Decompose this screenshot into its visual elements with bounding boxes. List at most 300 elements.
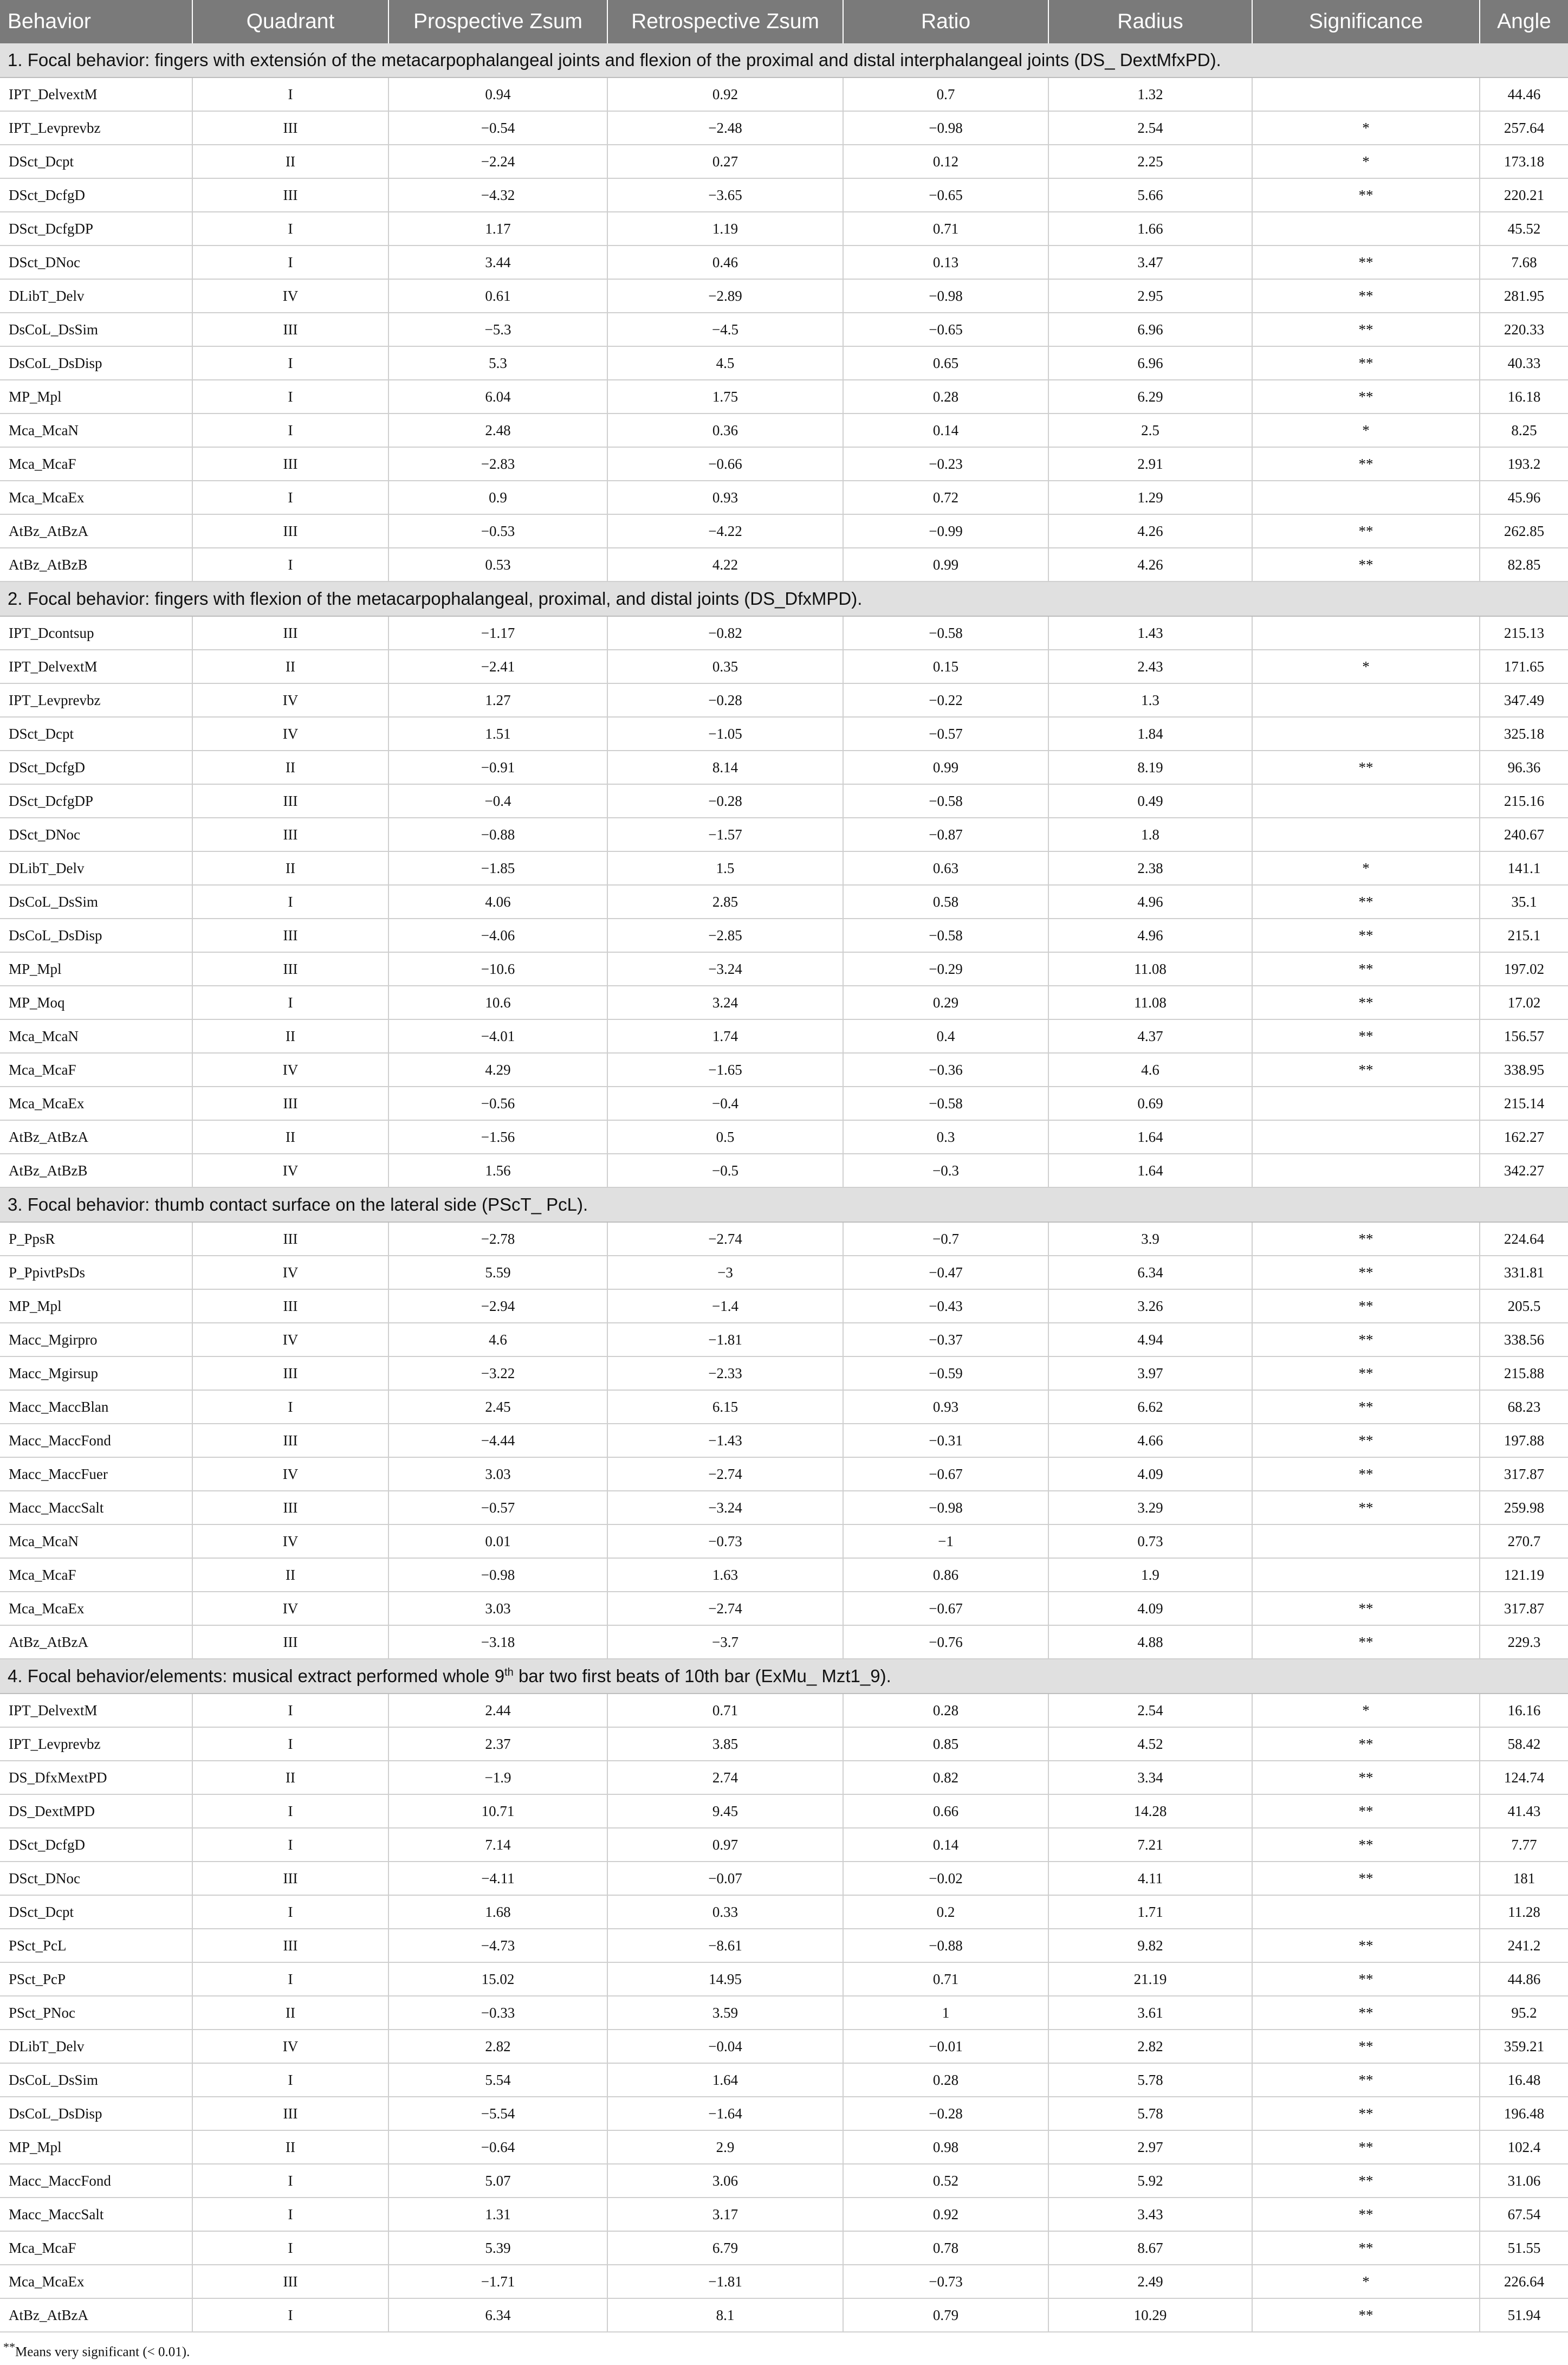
cell-radius: 1.29 bbox=[1048, 481, 1252, 514]
cell-prospective-zsum: −2.78 bbox=[388, 1222, 607, 1256]
cell-retrospective-zsum: 0.46 bbox=[607, 245, 843, 279]
table-row bbox=[0, 851, 1568, 885]
table-row bbox=[0, 111, 1568, 145]
cell-prospective-zsum: −4.11 bbox=[388, 1862, 607, 1895]
cell-behavior: DLibT_Delv bbox=[0, 2030, 192, 2063]
cell-significance bbox=[1252, 1895, 1480, 1929]
header-ratio: Ratio bbox=[843, 0, 1048, 43]
cell-significance bbox=[1252, 683, 1480, 717]
cell-behavior: AtBz_AtBzB bbox=[0, 1154, 192, 1187]
table-row bbox=[0, 1491, 1568, 1524]
cell-behavior: IPT_Dcontsup bbox=[0, 616, 192, 650]
cell-angle: 121.19 bbox=[1480, 1558, 1568, 1592]
cell-radius: 21.19 bbox=[1048, 1962, 1252, 1996]
cell-behavior: MP_Mpl bbox=[0, 1289, 192, 1323]
table-row bbox=[0, 1929, 1568, 1962]
cell-significance: ** bbox=[1252, 1625, 1480, 1659]
cell-angle: 205.5 bbox=[1480, 1289, 1568, 1323]
cell-quadrant: II bbox=[192, 2130, 388, 2164]
cell-prospective-zsum: 5.59 bbox=[388, 1256, 607, 1289]
cell-ratio: 0.82 bbox=[843, 1761, 1048, 1794]
cell-radius: 3.9 bbox=[1048, 1222, 1252, 1256]
table-row bbox=[0, 1289, 1568, 1323]
cell-radius: 4.94 bbox=[1048, 1323, 1252, 1356]
cell-angle: 173.18 bbox=[1480, 145, 1568, 178]
cell-significance: ** bbox=[1252, 548, 1480, 581]
cell-retrospective-zsum: 0.97 bbox=[607, 1828, 843, 1862]
cell-angle: 7.68 bbox=[1480, 245, 1568, 279]
table-row bbox=[0, 1120, 1568, 1154]
table-row bbox=[0, 1424, 1568, 1457]
cell-quadrant: I bbox=[192, 885, 388, 919]
cell-behavior: DsCoL_DsDisp bbox=[0, 919, 192, 952]
cell-radius: 3.43 bbox=[1048, 2198, 1252, 2231]
cell-prospective-zsum: −4.01 bbox=[388, 1019, 607, 1053]
cell-significance: * bbox=[1252, 650, 1480, 683]
table-row bbox=[0, 683, 1568, 717]
cell-prospective-zsum: 0.94 bbox=[388, 77, 607, 111]
cell-behavior: IPT_DelvextM bbox=[0, 77, 192, 111]
cell-quadrant: I bbox=[192, 2231, 388, 2265]
footnote bbox=[0, 2332, 1568, 2360]
cell-prospective-zsum: 2.82 bbox=[388, 2030, 607, 2063]
cell-angle: 82.85 bbox=[1480, 548, 1568, 581]
cell-ratio: −0.98 bbox=[843, 1491, 1048, 1524]
cell-prospective-zsum: 4.06 bbox=[388, 885, 607, 919]
cell-angle: 58.42 bbox=[1480, 1727, 1568, 1761]
cell-angle: 215.88 bbox=[1480, 1356, 1568, 1390]
cell-radius: 3.26 bbox=[1048, 1289, 1252, 1323]
table-row bbox=[0, 1154, 1568, 1187]
cell-behavior: AtBz_AtBzA bbox=[0, 1120, 192, 1154]
cell-significance: ** bbox=[1252, 1828, 1480, 1862]
cell-radius: 4.88 bbox=[1048, 1625, 1252, 1659]
section-header-row bbox=[0, 1187, 1568, 1222]
cell-retrospective-zsum: −2.74 bbox=[607, 1592, 843, 1625]
cell-quadrant: III bbox=[192, 1929, 388, 1962]
cell-prospective-zsum: 4.29 bbox=[388, 1053, 607, 1087]
cell-quadrant: III bbox=[192, 818, 388, 851]
cell-quadrant: III bbox=[192, 616, 388, 650]
cell-angle: 162.27 bbox=[1480, 1120, 1568, 1154]
cell-angle: 197.02 bbox=[1480, 952, 1568, 986]
cell-ratio: −0.98 bbox=[843, 111, 1048, 145]
cell-ratio: 0.71 bbox=[843, 212, 1048, 245]
cell-prospective-zsum: −0.33 bbox=[388, 1996, 607, 2030]
cell-retrospective-zsum: −3.24 bbox=[607, 952, 843, 986]
cell-significance: ** bbox=[1252, 751, 1480, 784]
cell-significance: * bbox=[1252, 111, 1480, 145]
cell-angle: 229.3 bbox=[1480, 1625, 1568, 1659]
cell-radius: 1.64 bbox=[1048, 1120, 1252, 1154]
cell-angle: 95.2 bbox=[1480, 1996, 1568, 2030]
table-row bbox=[0, 784, 1568, 818]
cell-prospective-zsum: 6.04 bbox=[388, 380, 607, 413]
cell-prospective-zsum: −0.56 bbox=[388, 1087, 607, 1120]
cell-retrospective-zsum: −0.28 bbox=[607, 683, 843, 717]
table-row bbox=[0, 413, 1568, 447]
table-row bbox=[0, 1996, 1568, 2030]
table-row bbox=[0, 514, 1568, 548]
cell-ratio: 0.12 bbox=[843, 145, 1048, 178]
cell-quadrant: I bbox=[192, 2164, 388, 2198]
cell-angle: 359.21 bbox=[1480, 2030, 1568, 2063]
cell-behavior: Mca_McaN bbox=[0, 413, 192, 447]
cell-significance bbox=[1252, 616, 1480, 650]
cell-quadrant: III bbox=[192, 2097, 388, 2130]
cell-quadrant: I bbox=[192, 380, 388, 413]
cell-significance: ** bbox=[1252, 279, 1480, 313]
cell-radius: 1.9 bbox=[1048, 1558, 1252, 1592]
cell-prospective-zsum: 6.34 bbox=[388, 2298, 607, 2332]
cell-angle: 224.64 bbox=[1480, 1222, 1568, 1256]
cell-retrospective-zsum: −0.5 bbox=[607, 1154, 843, 1187]
section-title bbox=[0, 1659, 1568, 1694]
cell-significance bbox=[1252, 717, 1480, 751]
cell-significance: ** bbox=[1252, 1761, 1480, 1794]
cell-angle: 215.16 bbox=[1480, 784, 1568, 818]
cell-ratio: −0.65 bbox=[843, 178, 1048, 212]
cell-behavior: Macc_MaccSalt bbox=[0, 1491, 192, 1524]
cell-quadrant: I bbox=[192, 1895, 388, 1929]
cell-retrospective-zsum: −4.5 bbox=[607, 313, 843, 346]
cell-radius: 2.95 bbox=[1048, 279, 1252, 313]
cell-quadrant: II bbox=[192, 851, 388, 885]
cell-radius: 5.92 bbox=[1048, 2164, 1252, 2198]
cell-ratio: −0.76 bbox=[843, 1625, 1048, 1659]
cell-quadrant: II bbox=[192, 1996, 388, 2030]
cell-behavior: Mca_McaEx bbox=[0, 1087, 192, 1120]
cell-ratio: −0.67 bbox=[843, 1592, 1048, 1625]
cell-retrospective-zsum: 3.24 bbox=[607, 986, 843, 1019]
cell-behavior: AtBz_AtBzA bbox=[0, 2298, 192, 2332]
table-row bbox=[0, 77, 1568, 111]
cell-ratio: 0.13 bbox=[843, 245, 1048, 279]
cell-prospective-zsum: −3.18 bbox=[388, 1625, 607, 1659]
cell-radius: 2.38 bbox=[1048, 851, 1252, 885]
cell-ratio: −0.99 bbox=[843, 514, 1048, 548]
cell-prospective-zsum: 1.56 bbox=[388, 1154, 607, 1187]
cell-significance bbox=[1252, 818, 1480, 851]
table-row bbox=[0, 952, 1568, 986]
cell-angle: 16.16 bbox=[1480, 1694, 1568, 1727]
table-body bbox=[0, 43, 1568, 2332]
cell-quadrant: IV bbox=[192, 279, 388, 313]
table-row bbox=[0, 1962, 1568, 1996]
cell-ratio: −0.31 bbox=[843, 1424, 1048, 1457]
cell-radius: 9.82 bbox=[1048, 1929, 1252, 1962]
cell-quadrant: III bbox=[192, 2265, 388, 2298]
cell-prospective-zsum: 0.9 bbox=[388, 481, 607, 514]
cell-retrospective-zsum: 4.22 bbox=[607, 548, 843, 581]
cell-quadrant: III bbox=[192, 1356, 388, 1390]
cell-radius: 1.84 bbox=[1048, 717, 1252, 751]
cell-behavior: DSct_Dcpt bbox=[0, 1895, 192, 1929]
table-row bbox=[0, 279, 1568, 313]
cell-retrospective-zsum: 2.74 bbox=[607, 1761, 843, 1794]
header-behavior: Behavior bbox=[0, 0, 192, 43]
cell-significance: ** bbox=[1252, 1323, 1480, 1356]
cell-radius: 6.34 bbox=[1048, 1256, 1252, 1289]
cell-angle: 67.54 bbox=[1480, 2198, 1568, 2231]
cell-behavior: Mca_McaF bbox=[0, 1053, 192, 1087]
cell-retrospective-zsum: −2.74 bbox=[607, 1457, 843, 1491]
cell-quadrant: IV bbox=[192, 683, 388, 717]
cell-significance: ** bbox=[1252, 514, 1480, 548]
cell-ratio: 0.65 bbox=[843, 346, 1048, 380]
cell-quadrant: II bbox=[192, 1019, 388, 1053]
cell-prospective-zsum: 7.14 bbox=[388, 1828, 607, 1862]
cell-radius: 2.97 bbox=[1048, 2130, 1252, 2164]
cell-quadrant: I bbox=[192, 1794, 388, 1828]
cell-quadrant: I bbox=[192, 212, 388, 245]
cell-ratio: 0.14 bbox=[843, 413, 1048, 447]
cell-significance: ** bbox=[1252, 1727, 1480, 1761]
cell-ratio: −1 bbox=[843, 1524, 1048, 1558]
cell-ratio: 0.92 bbox=[843, 2198, 1048, 2231]
cell-prospective-zsum: 4.6 bbox=[388, 1323, 607, 1356]
cell-behavior: P_PpivtPsDs bbox=[0, 1256, 192, 1289]
header-significance: Significance bbox=[1252, 0, 1480, 43]
cell-ratio: −0.01 bbox=[843, 2030, 1048, 2063]
cell-radius: 1.64 bbox=[1048, 1154, 1252, 1187]
cell-quadrant: I bbox=[192, 1694, 388, 1727]
cell-prospective-zsum: 5.39 bbox=[388, 2231, 607, 2265]
cell-behavior: PSct_PcL bbox=[0, 1929, 192, 1962]
cell-quadrant: IV bbox=[192, 1256, 388, 1289]
cell-radius: 5.78 bbox=[1048, 2063, 1252, 2097]
cell-angle: 338.56 bbox=[1480, 1323, 1568, 1356]
cell-significance: ** bbox=[1252, 2164, 1480, 2198]
cell-ratio: 0.99 bbox=[843, 751, 1048, 784]
cell-ratio: −0.58 bbox=[843, 919, 1048, 952]
cell-angle: 96.36 bbox=[1480, 751, 1568, 784]
cell-angle: 124.74 bbox=[1480, 1761, 1568, 1794]
cell-retrospective-zsum: −3.7 bbox=[607, 1625, 843, 1659]
cell-retrospective-zsum: −0.82 bbox=[607, 616, 843, 650]
cell-retrospective-zsum: 0.35 bbox=[607, 650, 843, 683]
cell-prospective-zsum: −0.57 bbox=[388, 1491, 607, 1524]
cell-retrospective-zsum: 0.93 bbox=[607, 481, 843, 514]
table-row bbox=[0, 1356, 1568, 1390]
table-row bbox=[0, 1390, 1568, 1424]
cell-prospective-zsum: 0.61 bbox=[388, 279, 607, 313]
table-row bbox=[0, 650, 1568, 683]
cell-angle: 11.28 bbox=[1480, 1895, 1568, 1929]
cell-radius: 3.97 bbox=[1048, 1356, 1252, 1390]
table-row bbox=[0, 1087, 1568, 1120]
cell-ratio: 0.79 bbox=[843, 2298, 1048, 2332]
header-prospective-zsum: Prospective Zsum bbox=[388, 0, 607, 43]
cell-radius: 3.61 bbox=[1048, 1996, 1252, 2030]
section-header-row bbox=[0, 1659, 1568, 1694]
cell-retrospective-zsum: 1.5 bbox=[607, 851, 843, 885]
cell-quadrant: III bbox=[192, 1862, 388, 1895]
cell-significance bbox=[1252, 77, 1480, 111]
table-row bbox=[0, 2265, 1568, 2298]
cell-retrospective-zsum: 2.85 bbox=[607, 885, 843, 919]
header-retrospective-zsum: Retrospective Zsum bbox=[607, 0, 843, 43]
cell-significance: ** bbox=[1252, 447, 1480, 481]
table-row bbox=[0, 212, 1568, 245]
cell-quadrant: III bbox=[192, 1222, 388, 1256]
cell-significance: * bbox=[1252, 413, 1480, 447]
table-row bbox=[0, 2097, 1568, 2130]
table-row bbox=[0, 1053, 1568, 1087]
cell-quadrant: III bbox=[192, 1491, 388, 1524]
cell-quadrant: II bbox=[192, 650, 388, 683]
cell-quadrant: I bbox=[192, 77, 388, 111]
cell-ratio: −0.3 bbox=[843, 1154, 1048, 1187]
cell-ratio: −0.28 bbox=[843, 2097, 1048, 2130]
cell-retrospective-zsum: 3.59 bbox=[607, 1996, 843, 2030]
cell-retrospective-zsum: −1.81 bbox=[607, 2265, 843, 2298]
cell-significance: ** bbox=[1252, 885, 1480, 919]
table-row bbox=[0, 548, 1568, 581]
cell-ratio: −0.57 bbox=[843, 717, 1048, 751]
table-row bbox=[0, 145, 1568, 178]
cell-radius: 8.67 bbox=[1048, 2231, 1252, 2265]
table-row bbox=[0, 1794, 1568, 1828]
cell-retrospective-zsum: −1.4 bbox=[607, 1289, 843, 1323]
cell-prospective-zsum: 2.48 bbox=[388, 413, 607, 447]
cell-ratio: 0.28 bbox=[843, 380, 1048, 413]
cell-ratio: −0.87 bbox=[843, 818, 1048, 851]
section-title: 1. Focal behavior: fingers with extensión of the metacarpophalangeal joints and flexion of the proximal and distal interphalangeal joints (DS_ DextMfxPD). bbox=[0, 43, 1568, 77]
cell-significance: ** bbox=[1252, 2298, 1480, 2332]
cell-quadrant: IV bbox=[192, 2030, 388, 2063]
cell-radius: 0.69 bbox=[1048, 1087, 1252, 1120]
cell-radius: 2.91 bbox=[1048, 447, 1252, 481]
table-row bbox=[0, 1895, 1568, 1929]
cell-significance: ** bbox=[1252, 380, 1480, 413]
cell-angle: 338.95 bbox=[1480, 1053, 1568, 1087]
cell-radius: 6.96 bbox=[1048, 346, 1252, 380]
cell-ratio: 0.14 bbox=[843, 1828, 1048, 1862]
table-row bbox=[0, 2063, 1568, 2097]
cell-behavior: IPT_Levprevbz bbox=[0, 683, 192, 717]
cell-angle: 331.81 bbox=[1480, 1256, 1568, 1289]
cell-quadrant: IV bbox=[192, 1457, 388, 1491]
cell-quadrant: I bbox=[192, 2298, 388, 2332]
table-row bbox=[0, 2130, 1568, 2164]
cell-significance: ** bbox=[1252, 1222, 1480, 1256]
cell-radius: 4.11 bbox=[1048, 1862, 1252, 1895]
cell-radius: 1.66 bbox=[1048, 212, 1252, 245]
cell-radius: 3.47 bbox=[1048, 245, 1252, 279]
cell-retrospective-zsum: 9.45 bbox=[607, 1794, 843, 1828]
section-title-superscript: th bbox=[504, 1666, 514, 1678]
cell-quadrant: III bbox=[192, 313, 388, 346]
cell-angle: 220.33 bbox=[1480, 313, 1568, 346]
cell-ratio: −0.37 bbox=[843, 1323, 1048, 1356]
cell-behavior: AtBz_AtBzB bbox=[0, 548, 192, 581]
cell-quadrant: II bbox=[192, 1120, 388, 1154]
cell-radius: 1.8 bbox=[1048, 818, 1252, 851]
cell-behavior: Macc_Mgirsup bbox=[0, 1356, 192, 1390]
cell-prospective-zsum: −0.53 bbox=[388, 514, 607, 548]
cell-angle: 281.95 bbox=[1480, 279, 1568, 313]
cell-ratio: −0.58 bbox=[843, 1087, 1048, 1120]
cell-quadrant: IV bbox=[192, 1053, 388, 1087]
cell-prospective-zsum: −2.83 bbox=[388, 447, 607, 481]
cell-prospective-zsum: −1.17 bbox=[388, 616, 607, 650]
cell-retrospective-zsum: −1.05 bbox=[607, 717, 843, 751]
footnote-text: Means very significant (< 0.01). bbox=[15, 2344, 190, 2360]
table-row bbox=[0, 1828, 1568, 1862]
table-row bbox=[0, 885, 1568, 919]
cell-quadrant: I bbox=[192, 413, 388, 447]
cell-retrospective-zsum: −0.66 bbox=[607, 447, 843, 481]
table-row bbox=[0, 818, 1568, 851]
cell-angle: 44.86 bbox=[1480, 1962, 1568, 1996]
cell-prospective-zsum: 3.44 bbox=[388, 245, 607, 279]
cell-ratio: 0.86 bbox=[843, 1558, 1048, 1592]
cell-prospective-zsum: −10.6 bbox=[388, 952, 607, 986]
table-row bbox=[0, 616, 1568, 650]
cell-radius: 7.21 bbox=[1048, 1828, 1252, 1862]
cell-behavior: Macc_MaccFond bbox=[0, 2164, 192, 2198]
cell-retrospective-zsum: 3.85 bbox=[607, 1727, 843, 1761]
cell-significance: ** bbox=[1252, 952, 1480, 986]
cell-behavior: DsCoL_DsSim bbox=[0, 2063, 192, 2097]
cell-significance: ** bbox=[1252, 2198, 1480, 2231]
cell-retrospective-zsum: −4.22 bbox=[607, 514, 843, 548]
cell-ratio: −0.43 bbox=[843, 1289, 1048, 1323]
cell-retrospective-zsum: −8.61 bbox=[607, 1929, 843, 1962]
cell-radius: 5.66 bbox=[1048, 178, 1252, 212]
cell-retrospective-zsum: −2.85 bbox=[607, 919, 843, 952]
cell-prospective-zsum: 2.45 bbox=[388, 1390, 607, 1424]
cell-ratio: −0.02 bbox=[843, 1862, 1048, 1895]
cell-retrospective-zsum: −1.81 bbox=[607, 1323, 843, 1356]
cell-behavior: Mca_McaEx bbox=[0, 1592, 192, 1625]
cell-angle: 196.48 bbox=[1480, 2097, 1568, 2130]
cell-prospective-zsum: 0.01 bbox=[388, 1524, 607, 1558]
table-row bbox=[0, 717, 1568, 751]
cell-angle: 317.87 bbox=[1480, 1457, 1568, 1491]
cell-radius: 6.29 bbox=[1048, 380, 1252, 413]
table-row bbox=[0, 1019, 1568, 1053]
cell-behavior: IPT_DelvextM bbox=[0, 1694, 192, 1727]
cell-behavior: PSct_PcP bbox=[0, 1962, 192, 1996]
cell-quadrant: IV bbox=[192, 1323, 388, 1356]
cell-radius: 6.96 bbox=[1048, 313, 1252, 346]
cell-angle: 45.52 bbox=[1480, 212, 1568, 245]
cell-significance bbox=[1252, 1524, 1480, 1558]
cell-behavior: DsCoL_DsDisp bbox=[0, 346, 192, 380]
cell-significance: ** bbox=[1252, 986, 1480, 1019]
cell-prospective-zsum: −0.88 bbox=[388, 818, 607, 851]
cell-significance: ** bbox=[1252, 313, 1480, 346]
cell-quadrant: II bbox=[192, 145, 388, 178]
cell-retrospective-zsum: 3.06 bbox=[607, 2164, 843, 2198]
cell-ratio: 0.78 bbox=[843, 2231, 1048, 2265]
cell-angle: 40.33 bbox=[1480, 346, 1568, 380]
cell-radius: 8.19 bbox=[1048, 751, 1252, 784]
cell-quadrant: I bbox=[192, 2198, 388, 2231]
cell-angle: 35.1 bbox=[1480, 885, 1568, 919]
cell-significance bbox=[1252, 212, 1480, 245]
cell-ratio: −0.73 bbox=[843, 2265, 1048, 2298]
cell-radius: 4.09 bbox=[1048, 1592, 1252, 1625]
cell-behavior: Mca_McaN bbox=[0, 1524, 192, 1558]
cell-significance: ** bbox=[1252, 1996, 1480, 2030]
cell-quadrant: III bbox=[192, 111, 388, 145]
cell-significance: ** bbox=[1252, 919, 1480, 952]
table-row bbox=[0, 178, 1568, 212]
cell-radius: 4.37 bbox=[1048, 1019, 1252, 1053]
